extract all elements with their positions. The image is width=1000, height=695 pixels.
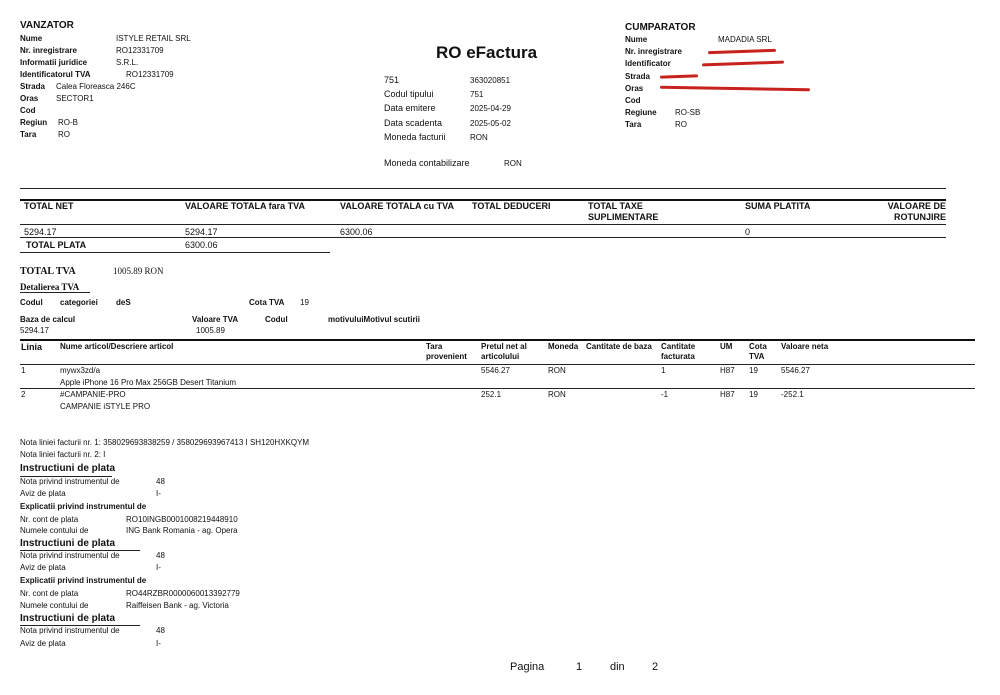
total-plata-value: 6300.06 [185,240,218,250]
seller-value: RO12331709 [126,70,174,79]
tva-cota-label: Cota TVA [249,298,285,307]
line-note-1: Nota liniei facturii nr. 1: 358029693838259 / 358029693967413 I SH120HXKQYM [20,438,310,447]
buyer-label: Nume [625,35,648,44]
current-page: 1 [576,661,583,673]
line-cota: 19 [749,366,758,375]
total-tva-label: TOTAL TVA [20,266,76,277]
buyer-label: Regiune [625,108,657,117]
totals-header: VALOARE DE ROTUNJIRE [887,201,946,222]
invoice-value: RON [470,133,488,142]
accounting-currency-label: Moneda contabilizare [384,158,470,168]
aviz-label: Aviz de plata [20,489,66,498]
page-title: RO eFactura [436,43,538,62]
cont-value: RO44RZBR0000060013392779 [126,589,240,598]
invoice-label: Data emitere [384,103,436,113]
buyer-value: MADADIA SRL [718,35,772,44]
buyer-label: Oras [625,84,644,93]
pagina-label: Pagina [510,661,545,673]
numele-label: Numele contului de [20,526,89,535]
seller-value: Calea Floreasca 246C [56,82,136,91]
din-label: din [610,661,625,673]
seller-value: SECTOR1 [56,94,94,103]
invoice-value: 2025-04-29 [470,104,511,113]
line-desc: Apple iPhone 16 Pro Max 256GB Desert Titanium [60,378,237,387]
buyer-label: Tara [625,120,642,129]
tva-valoare-label: Valoare TVA [192,315,239,324]
aviz-label: Aviz de plata [20,639,66,648]
line-price: 252.1 [481,390,502,399]
line-net: 5546.27 [781,366,810,375]
nota-value: 48 [156,551,165,560]
cont-value: RO10INGB0001008219448910 [126,515,238,524]
totals-header: TOTAL NET [24,201,74,211]
redaction-mark [660,74,698,78]
tva-cat-label: categoriei [60,298,98,307]
seller-label: Nr. inregistrare [20,46,77,55]
buyer-label: Cod [625,96,641,105]
tva-valoare-value: 1005.89 [196,326,225,335]
lines-header: Tara provenient [426,342,467,361]
seller-label: Oras [20,94,39,103]
line-um: H87 [720,366,735,375]
line-code: mywx3zd/a [60,366,101,375]
line-um: H87 [720,390,735,399]
tva-cod-label: Codul [20,298,43,307]
totals-header: VALOARE TOTALA fara TVA [185,201,306,211]
invoice-label: 751 [384,75,400,85]
line-note-2: Nota liniei facturii nr. 2: I [20,450,106,459]
line-code: #CAMPANIE-PRO [60,390,126,399]
seller-value: RO [58,130,70,139]
lines-header: Linia [21,342,43,352]
redaction-mark [660,86,810,92]
aviz-value: I- [156,563,161,572]
seller-value: RO12331709 [116,46,164,55]
tva-cat-value: deS [116,298,131,307]
tva-baza-value: 5294.17 [20,326,49,335]
line-nr: 1 [21,366,26,375]
seller-value: S.R.L. [116,58,139,67]
lines-header: Cota TVA [749,342,767,361]
tva-motiv-label: motivuluiMotivul scutirii [328,315,421,324]
seller-label: Tara [20,130,37,139]
lines-header: Valoare neta [781,342,829,351]
invoice-label: Codul tipului [384,89,434,99]
total-plata-label: TOTAL PLATA [26,240,87,250]
lines-header: Nume articol/Descriere articol [60,342,174,351]
totals-value: 0 [745,227,751,237]
seller-label: Identificatorul TVA [20,70,91,79]
accounting-currency-value: RON [504,159,522,168]
lines-header: Pretul net al articolului [481,342,527,361]
total-tva-value: 1005.89 RON [113,266,164,276]
seller-value: RO-B [58,118,78,127]
tva-cota-value: 19 [300,298,309,307]
tva-detail-heading: Detalierea TVA [20,282,80,292]
line-nr: 2 [21,390,26,399]
explicatii-heading: Explicatii privind instrumentul de [20,502,147,511]
aviz-value: I- [156,489,161,498]
totals-header: TOTAL TAXE SUPLIMENTARE [588,201,659,222]
explicatii-heading: Explicatii privind instrumentul de [20,576,147,585]
lines-header: Moneda [548,342,579,351]
payment-heading: Instructiuni de plata [20,463,116,474]
seller-label: Strada [20,82,45,91]
line-cota: 19 [749,390,758,399]
tva-codul-label: Codul [265,315,288,324]
invoice-value: 751 [470,90,484,99]
seller-label: Regiun [20,118,48,127]
payment-heading: Instructiuni de plata [20,538,116,549]
redaction-mark [702,61,784,67]
line-currency: RON [548,366,566,375]
bank-value: ING Bank Romania - ag. Opera [126,526,238,535]
cont-label: Nr. cont de plata [20,589,79,598]
lines-header: Cantitate facturata [661,342,696,361]
buyer-label: Nr. inregistrare [625,47,682,56]
line-qty: -1 [661,390,669,399]
tva-baza-label: Baza de calcul [20,315,76,324]
nota-label: Nota privind instrumentul de [20,626,120,635]
totals-header: SUMA PLATITA [745,201,811,211]
invoice-value: 2025-05-02 [470,119,511,128]
seller-heading: VANZATOR [20,20,74,31]
aviz-label: Aviz de plata [20,563,66,572]
buyer-heading: CUMPARATOR [625,22,696,33]
invoice-label: Moneda facturii [384,132,446,142]
nota-label: Nota privind instrumentul de [20,477,120,486]
numele-label: Numele contului de [20,601,89,610]
line-net: -252.1 [781,390,804,399]
payment-heading: Instructiuni de plata [20,613,116,624]
line-qty: 1 [661,366,666,375]
line-currency: RON [548,390,566,399]
bank-value: Raiffeisen Bank - ag. Victoria [126,601,229,610]
totals-value: 6300.06 [340,227,373,237]
seller-value: ISTYLE RETAIL SRL [116,34,191,43]
totals-header: TOTAL DEDUCERI [472,201,551,211]
buyer-value: RO [675,120,687,129]
buyer-label: Strada [625,72,650,81]
totals-value: 5294.17 [185,227,218,237]
lines-header: UM [720,342,733,351]
totals-header: VALOARE TOTALA cu TVA [340,201,454,211]
lines-header: Cantitate de baza [586,342,652,351]
nota-value: 48 [156,626,165,635]
seller-label: Nume [20,34,43,43]
invoice-label: Data scadenta [384,118,443,128]
seller-label: Cod [20,106,36,115]
redaction-mark [708,49,776,54]
line-price: 5546.27 [481,366,510,375]
totals-value: 5294.17 [24,227,57,237]
line-desc: CAMPANIE iSTYLE PRO [60,402,151,411]
invoice-value: 363020851 [470,76,511,85]
cont-label: Nr. cont de plata [20,515,79,524]
aviz-value: I- [156,639,161,648]
seller-label: Informatii juridice [20,58,88,67]
buyer-value: RO-SB [675,108,701,117]
nota-value: 48 [156,477,165,486]
nota-label: Nota privind instrumentul de [20,551,120,560]
buyer-label: Identificator [625,59,671,68]
total-pages: 2 [652,661,659,673]
